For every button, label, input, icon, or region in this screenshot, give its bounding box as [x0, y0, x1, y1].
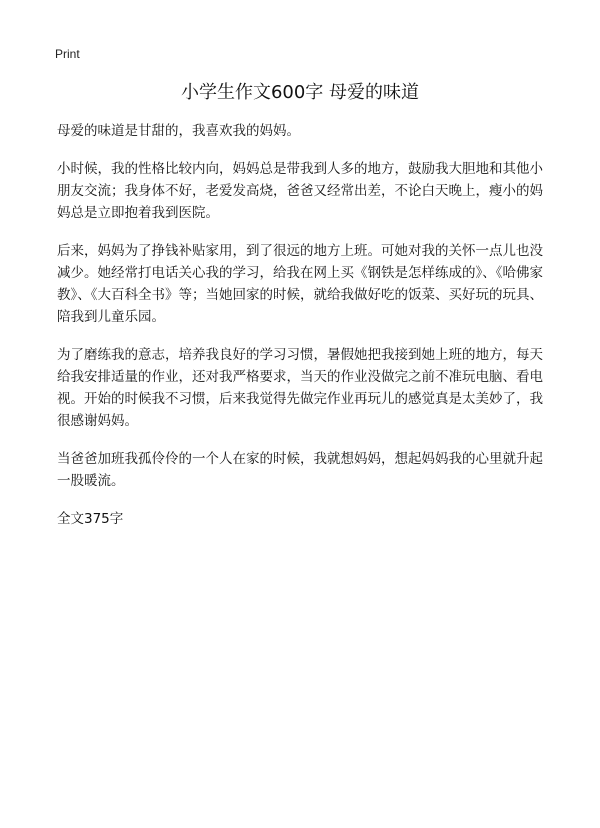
- paragraph-1: 母爱的味道是甘甜的，我喜欢我的妈妈。: [57, 123, 300, 139]
- paragraph-2: 小时候，我的性格比较内向，妈妈总是带我到人多的地方，鼓励我大胆地和其他小朋友交流；我身体不好，老爱发高烧，爸爸又经常出差，不论白天晚上，瘦小的妈妈总是立即抱着我到医院。: [57, 161, 543, 221]
- word-count: 全文375字: [57, 511, 124, 527]
- paragraph-3: 后来，妈妈为了挣钱补贴家用，到了很远的地方上班。可她对我的关怀一点儿也没减少。她经常打电话关心我的学习，给我在网上买《钢铁是怎样练成的》、《哈佛家教》、《大百科全书》等；当她回家的时候，就给我做好吃的饭菜、买好玩的玩具、陪我到儿童乐园。: [57, 243, 543, 325]
- paragraph-5: 当爸爸加班我孤伶伶的一个人在家的时候，我就想妈妈，想起妈妈我的心里就升起一股暖流。: [57, 451, 543, 489]
- paragraph-4: 为了磨练我的意志，培养我良好的学习习惯，暑假她把我接到她上班的地方，每天给我安排适量的作业，还对我严格要求，当天的作业没做完之前不准玩电脑、看电视。开始的时候我不习惯，后来我觉得先做完作业再玩儿的感觉真是太美妙了，我很感谢妈妈。: [57, 347, 543, 429]
- print-link[interactable]: Print: [55, 47, 80, 61]
- article-body: [57, 120, 547, 546]
- page-title: 小学生作文600字 母爱的味道: [180, 82, 420, 103]
